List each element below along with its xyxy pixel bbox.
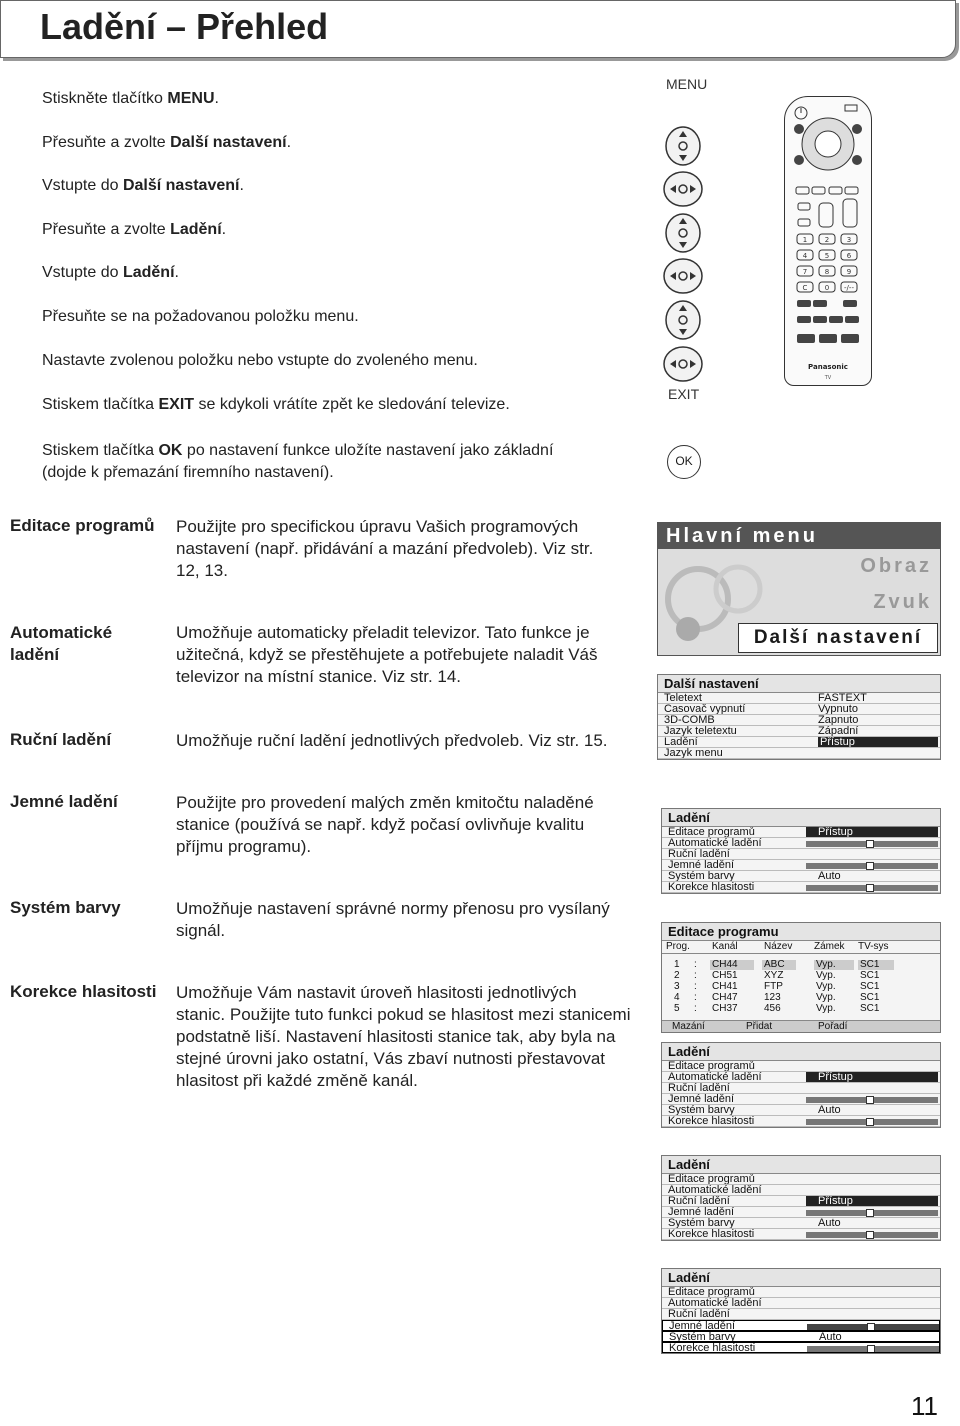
ladeni-row: Editace programů Přístup [662, 827, 940, 838]
section-text-korekce: Umožňuje Vám nastavit úroveň hlasitosti jednotlivých stanic. Použijte tuto funkci pokud se hlasitost mezi stanicemi podstatně liší. Nastavení hlasitosti stanice tak, aby byla na stejné úrovni jako ostatní, Vás zbaví nutnosti přestavovat hlasitost při každé změně kanál. [176, 983, 631, 1090]
ladeni-row: Korekce hlasitosti [662, 1342, 940, 1353]
nav-buttons-column [660, 122, 708, 392]
main-menu-item-obraz: Obraz [860, 555, 932, 577]
ladeni-row: Korekce hlasitosti [662, 882, 940, 893]
ladeni-row: Jemné ladění [662, 860, 940, 871]
editace-columns: Prog. Kanál Název Zámek TV-sys [662, 941, 940, 954]
main-menu-panel [657, 522, 941, 656]
editace-row: 2 : CH51 XYZ Vyp. SC1 [674, 970, 880, 981]
svg-text:2: 2 [824, 236, 830, 244]
ok-button-icon: OK [667, 445, 701, 479]
ladeni-row: Ruční ladění [662, 1083, 940, 1094]
section-text-rucni: Umožňuje ruční ladění jednotlivých předvoleb. Viz str. 15. [176, 731, 608, 750]
editace-row: 5 : CH37 456 Vyp. SC1 [674, 1003, 880, 1014]
step-8: Stiskem tlačítka EXIT se kdykoli vrátíte zpět ke sledování televize. [42, 396, 510, 413]
ladeni-menu-title: Ladění [662, 809, 940, 827]
section-text-automaticke: Umožňuje automaticky přeladit televizor. Tato funkce je užitečná, když se přestěhujete a potřebujete naladit Váš televizor na místní stanice. Viz str. 14. [176, 623, 598, 686]
remote-buttons [785, 97, 870, 383]
menu-label: MENU [666, 76, 708, 92]
order-button: Pořadí [818, 1021, 848, 1032]
ladeni-row: Ruční ladění [662, 849, 940, 860]
dalsi-nastaveni-menu [657, 674, 941, 760]
page-title: Ladění – Přehled [40, 6, 329, 47]
delete-button: Mazání [672, 1021, 705, 1032]
ladeni-row: Korekce hlasitosti [662, 1229, 940, 1240]
ladeni-row: Systém barvy Auto [662, 871, 940, 882]
ladeni-row: Jemné ladění [662, 1207, 940, 1218]
section-text-jemne: Použijte pro provedení malých změn kmitočtu naladěné stanice (používá se např. když počasí ovlivňuje kvalitu příjmu programu). [176, 793, 594, 856]
editace-menu-title: Editace programu [662, 923, 940, 941]
dalsi-row: Jazyk menu [658, 748, 940, 759]
svg-text:9: 9 [846, 268, 852, 276]
svg-text:C: C [802, 284, 808, 292]
step-3: Vstupte do Další nastavení. [42, 177, 244, 194]
ladeni-row: Automatické ladění Přístup [662, 1072, 940, 1083]
dalsi-row: 3D-COMB Zapnuto [658, 715, 940, 726]
ladeni-row: Systém barvy Auto [662, 1105, 940, 1116]
ladeni-menu-3 [661, 1155, 941, 1241]
step-2: Přesuňte a zvolte Další nastavení. [42, 134, 292, 151]
section-label-automaticke: Automatické ladění [10, 623, 113, 664]
ladeni-row: Systém barvy Auto [662, 1218, 940, 1229]
editace-programu-menu [661, 922, 941, 1033]
ladeni-menu-1 [661, 808, 941, 894]
svg-text:6: 6 [846, 252, 852, 260]
ok-note: Stiskem tlačítka OK po nastavení funkce uložíte nastavení jako základní (dojde k přemazání firemního nastavení). [42, 442, 554, 481]
ladeni-row: Systém barvy Auto [662, 1331, 940, 1342]
dalsi-row: Jazyk teletextu Západní [658, 726, 940, 737]
ladeni-row: Automatické ladění [662, 838, 940, 849]
svg-text:-/--: -/-- [844, 284, 854, 292]
exit-label: EXIT [668, 386, 700, 402]
ladeni-row: Automatické ladění [662, 1298, 940, 1309]
svg-text:7: 7 [802, 268, 808, 276]
ladeni-row: Editace programů [662, 1287, 940, 1298]
dalsi-row: Ladění Přístup [658, 737, 940, 748]
ladeni-menu-title: Ladění [662, 1043, 940, 1061]
ladeni-row: Editace programů [662, 1061, 940, 1072]
page-number: 11 [911, 1391, 938, 1421]
section-label-system: Systém barvy [10, 898, 121, 917]
dalsi-menu-title: Další nastavení [658, 675, 940, 693]
section-text-editace: Použijte pro specifickou úpravu Vašich programových nastavení (např. přidávání a mazání předvoleb). Viz str. 12, 13. [176, 517, 594, 580]
section-label-editace: Editace programů [10, 516, 155, 535]
editace-row: 3 : CH41 FTP Vyp. SC1 [674, 981, 880, 992]
main-menu-title: Hlavní menu [658, 523, 940, 549]
editace-row: 4 : CH47 123 Vyp. SC1 [674, 992, 880, 1003]
step-1: Stiskněte tlačítko MENU. [42, 90, 219, 107]
section-label-rucni: Ruční ladění [10, 730, 112, 749]
ladeni-row: Ruční ladění [662, 1309, 940, 1320]
ladeni-row: Automatické ladění [662, 1185, 940, 1196]
ladeni-row: Ruční ladění Přístup [662, 1196, 940, 1207]
ladeni-row: Korekce hlasitosti [662, 1116, 940, 1127]
step-5: Vstupte do Ladění. [42, 264, 179, 281]
ladeni-menu-2 [661, 1042, 941, 1128]
add-button: Přidat [746, 1021, 773, 1032]
step-4: Přesuňte a zvolte Ladění. [42, 221, 227, 238]
section-text-system: Umožňuje nastavení správné normy přenosu pro vysílaný signál. [176, 899, 610, 940]
svg-text:1: 1 [802, 236, 808, 244]
svg-text:3: 3 [846, 236, 852, 244]
svg-text:8: 8 [824, 268, 830, 276]
section-label-korekce: Korekce hlasitosti [10, 982, 157, 1001]
remote-brand: Panasonic [808, 363, 848, 371]
remote-tv: TV [824, 375, 832, 381]
remote-control [784, 96, 872, 386]
ladeni-menu-title: Ladění [662, 1156, 940, 1174]
svg-text:5: 5 [824, 252, 830, 260]
section-label-jemne: Jemné ladění [10, 792, 118, 811]
main-menu-item-zvuk: Zvuk [873, 591, 932, 613]
ladeni-row: Jemné ladění [662, 1094, 940, 1105]
step-7: Nastavte zvolenou položku nebo vstupte do zvoleného menu. [42, 352, 478, 369]
editace-button-bar [662, 1020, 940, 1032]
ladeni-menu-4 [661, 1268, 941, 1354]
ladeni-row: Jemné ladění [662, 1320, 940, 1331]
step-6: Přesuňte se na požadovanou položku menu. [42, 308, 359, 325]
dalsi-row: Teletext FASTEXT [658, 693, 940, 704]
dalsi-row: Časovač vypnutí Vypnuto [658, 704, 940, 715]
ladeni-row: Editace programů [662, 1174, 940, 1185]
svg-text:0: 0 [824, 284, 830, 292]
svg-text:4: 4 [802, 252, 808, 260]
main-menu-item-dalsi: Další nastavení [738, 623, 938, 653]
editace-row: 1 : CH44 ABC Vyp. SC1 [662, 960, 940, 970]
ladeni-menu-title: Ladění [662, 1269, 940, 1287]
